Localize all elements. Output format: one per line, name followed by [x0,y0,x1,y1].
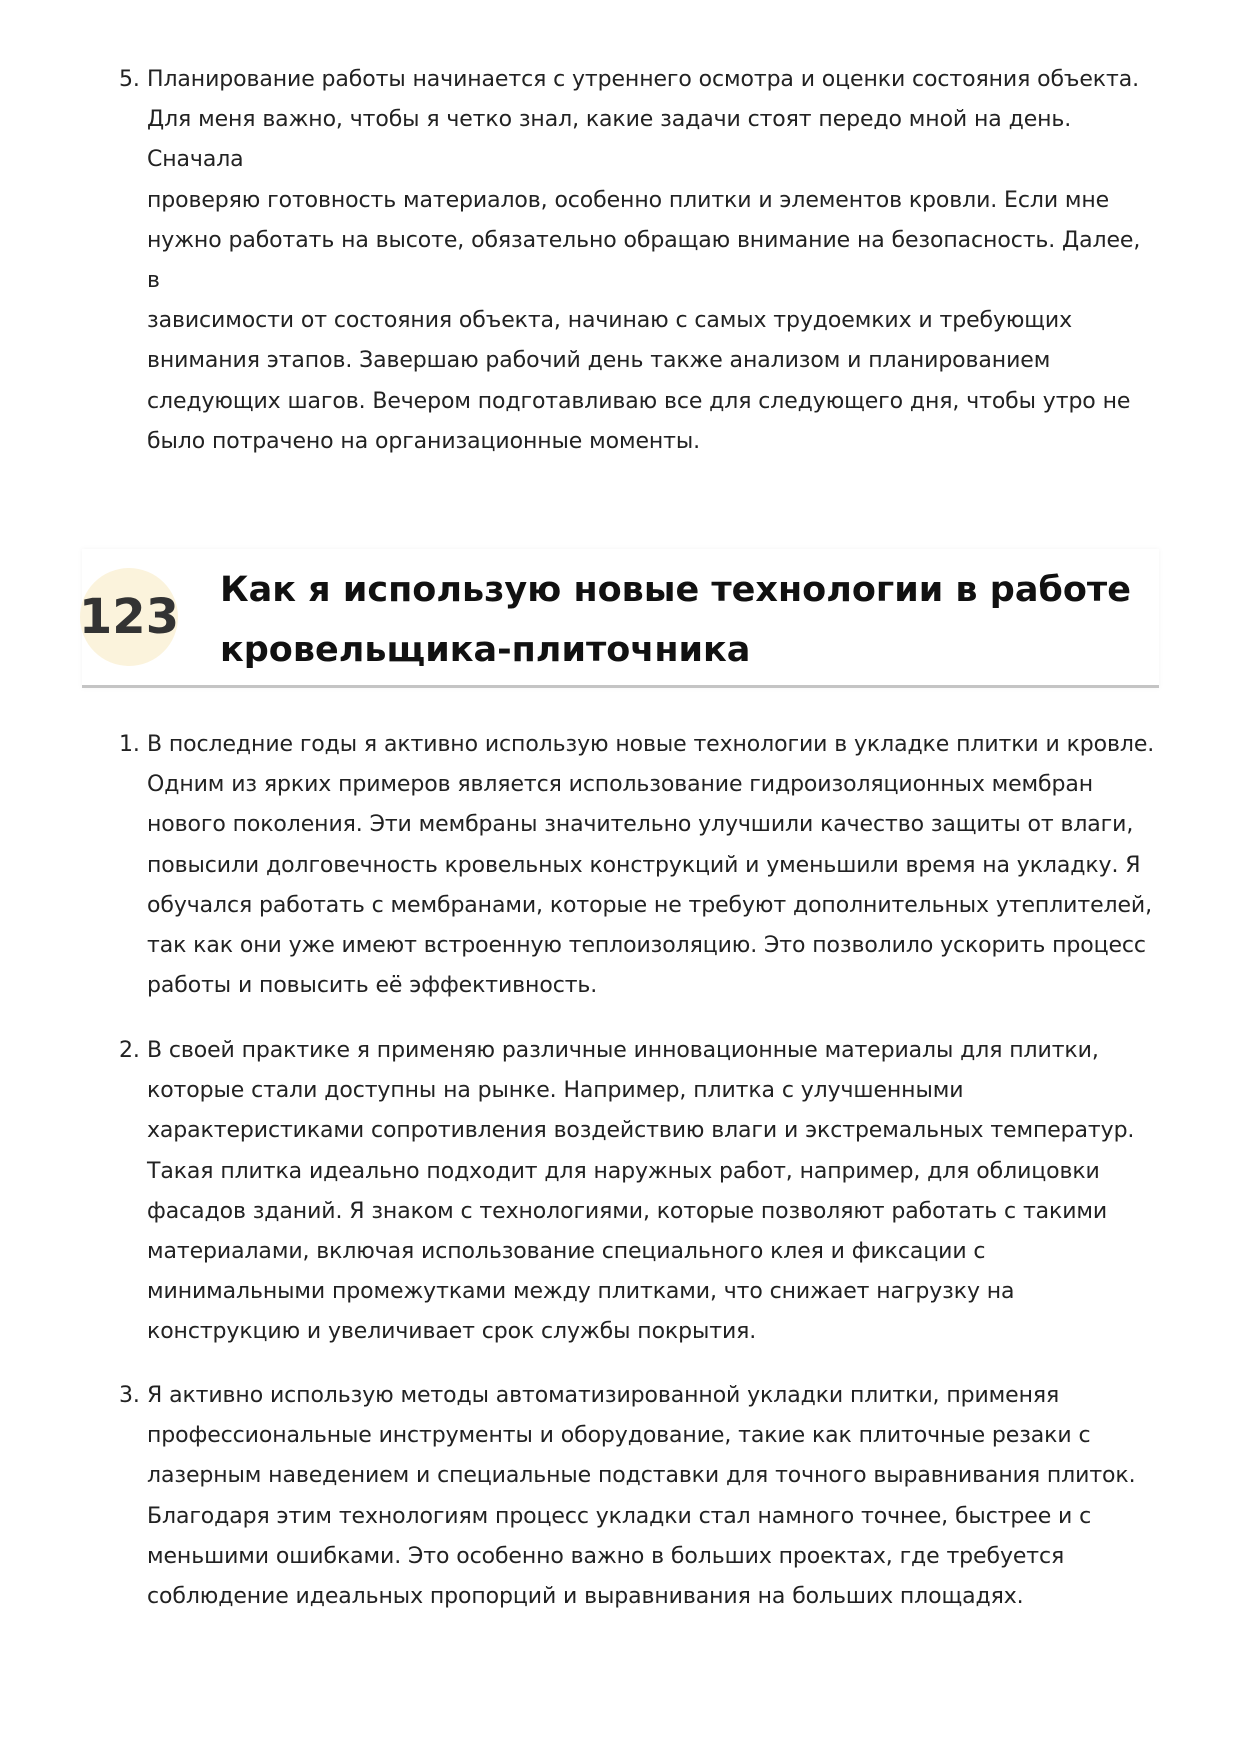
list-item-3 [0,1376,1155,1617]
list-item-line: конструкцию и увеличивает срок службы покрытия. [147,1319,757,1345]
list-item-line: проверяю готовность материалов, особенно плитки и элементов кровли. Если мне [147,187,1110,213]
list-item-line: лазерным наведением и специальные подставки для точного выравнивания плиток. [147,1463,1136,1489]
list-item-number: 1. [119,732,140,757]
list-item-line: В своей практике я применяю различные инновационные материалы для плитки, [147,1038,1099,1063]
list-item-number: 5. [119,67,140,92]
list-item-line: Я активно использую методы автоматизированной укладки плитки, применяя [147,1383,1060,1408]
list-item-1 [0,725,1155,1006]
section-number-badge: 123 [80,568,178,666]
main-list-item-2-block [0,1031,1155,1353]
main-list [0,725,1155,1006]
list-item-line: повысили долговечность кровельных конструкций и уменьшили время на укладку. Я [147,852,1141,878]
section-title [220,560,1140,680]
list-item-2 [0,1031,1155,1353]
list-item-line: следующих шагов. Вечером подготавливаю все для следующего дня, чтобы утро не [147,388,1131,414]
list-item-line: В последние годы я активно использую новые технологии в укладке плитки и кровле. [147,732,1155,757]
list-item-line: нужно работать на высоте, обязательно обращаю внимание на безопасность. Далее, в [147,227,1141,294]
list-item-line: соблюдение идеальных пропорций и выравнивания на больших площадях. [147,1584,1024,1610]
list-item-line: обучался работать с мембранами, которые не требуют дополнительных утеплителей, [147,892,1153,918]
list-item-line: Одним из ярких примеров является использование гидроизоляционных мембран [147,772,1094,798]
list-item-line: было потрачено на организационные моменты. [147,428,701,454]
list-item-line: зависимости от состояния объекта, начинаю с самых трудоемких и требующих [147,308,1073,334]
list-item-number: 3. [119,1383,140,1408]
list-item-line: нового поколения. Эти мембраны значительно улучшили качество защиты от влаги, [147,812,1134,838]
list-item-line: Такая плитка идеально подходит для наружных работ, например, для облицовки [147,1158,1100,1184]
list-item-5 [0,60,1155,462]
list-item-line: меньшими ошибками. Это особенно важно в больших проектах, где требуется [147,1543,1065,1569]
list-item-line: характеристиками сопротивления воздействию влаги и экстремальных температур. [147,1118,1135,1144]
list-item-line: внимания этапов. Завершаю рабочий день также анализом и планированием [147,348,1051,374]
list-item-line: минимальными промежутками между плитками, что снижает нагрузку на [147,1279,1015,1305]
list-item-line: Планирование работы начинается с утреннего осмотра и оценки состояния объекта. [147,67,1139,92]
section-title-line: Как я использую новые технологии в работе [220,570,1131,610]
top-list [0,60,1155,462]
main-list-item-3-block [0,1376,1155,1617]
list-item-line: материалами, включая использование специального клея и фиксации с [147,1239,986,1265]
list-item-line: Для меня важно, чтобы я четко знал, какие задачи стоят передо мной на день. Сначала [147,107,1072,173]
list-item-line: так как они уже имеют встроенную теплоизоляцию. Это позволило ускорить процесс [147,933,1146,959]
list-item-line: профессиональные инструменты и оборудование, такие как плиточные резаки с [147,1423,1091,1449]
list-item-line: Благодаря этим технологиям процесс укладки стал намного точнее, быстрее и с [147,1503,1092,1529]
list-item-line: работы и повысить её эффективность. [147,973,598,999]
list-item-line: которые стали доступны на рынке. Например, плитка с улучшенными [147,1078,964,1104]
list-item-number: 2. [119,1038,140,1063]
list-item-line: фасадов зданий. Я знаком с технологиями, которые позволяют работать с такими [147,1198,1108,1224]
section-title-line: кровельщика-плиточника [220,630,751,670]
